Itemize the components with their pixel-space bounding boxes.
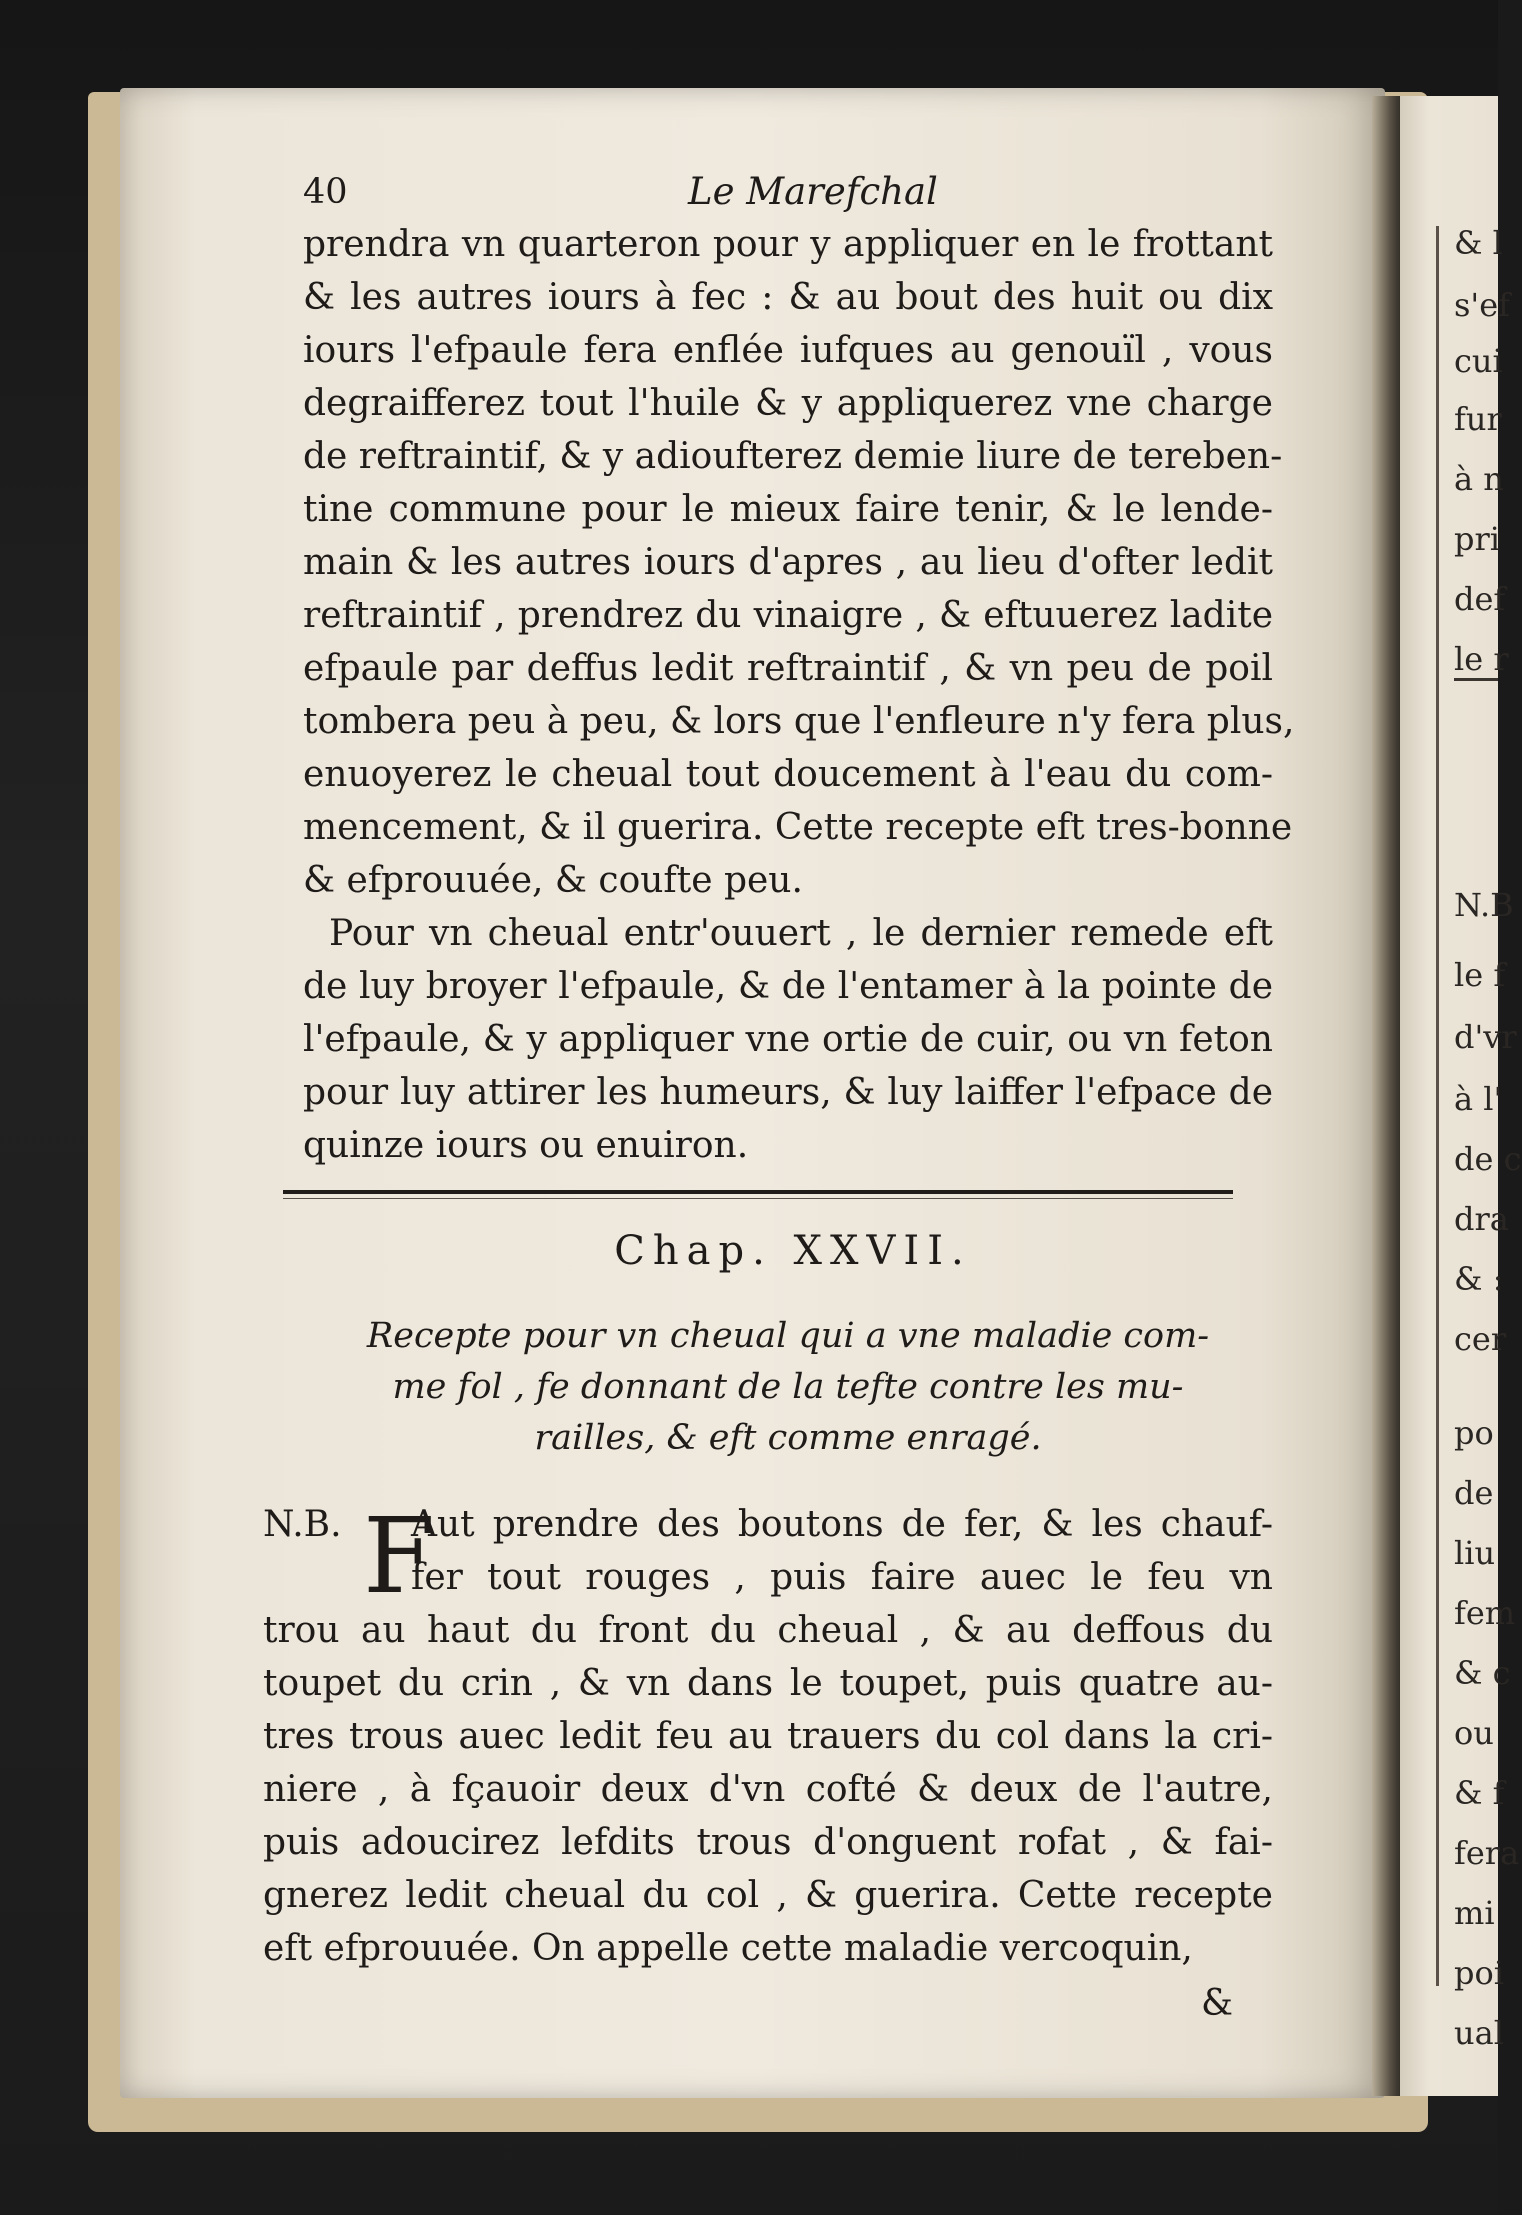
text-line: & les autres iours à fec : & au bout des huit ou dix	[303, 277, 1273, 318]
text-line: pour luy attirer les humeurs, & luy laiffer l'efpace de	[303, 1072, 1273, 1113]
facing-page-fragment: à l'	[1454, 1080, 1503, 1118]
facing-page-fragment: cui	[1454, 342, 1503, 380]
text-line: mencement, & il guerira. Cette recepte eft tres-bonne	[303, 807, 1293, 848]
text-line: niere , à fçauoir deux d'vn cofté & deux de l'autre,	[263, 1769, 1273, 1810]
text-line: degraifferez tout l'huile & y appliquerez vne charge	[303, 383, 1273, 424]
text-line: l'efpaule, & y appliquer vne ortie de cuir, ou vn feton	[303, 1019, 1273, 1060]
paragraph-2	[303, 907, 1273, 1172]
text-line: Pour vn cheual entr'ouuert , le dernier remede eft	[329, 913, 1273, 954]
facing-page-fragment: ual	[1454, 2014, 1504, 2052]
chapter-title-line: railles, & eft comme enragé.	[534, 1418, 1042, 1458]
facing-page-margin-rule	[1436, 226, 1439, 1986]
text-line: enuoyerez le cheual tout doucement à l'eau du com-	[303, 754, 1273, 795]
text-line: puis adoucirez lefdits trous d'onguent rofat , & fai-	[263, 1822, 1273, 1863]
facing-page-fragment: mi	[1454, 1894, 1495, 1932]
page-number: 40	[303, 172, 348, 212]
text-line: gnerez ledit cheual du col , & guerira. Cette recepte	[263, 1875, 1273, 1916]
text-line: main & les autres iours d'apres , au lieu d'ofter ledit	[303, 542, 1273, 583]
text-line: tres trous auec ledit feu au trauers du col dans la cri-	[263, 1716, 1273, 1757]
facing-page-fragment: ou	[1454, 1714, 1494, 1752]
facing-page-fragment: fur	[1454, 400, 1502, 438]
facing-page-fragment: & l	[1454, 224, 1503, 262]
text-line: tombera peu à peu, & lors que l'enfleure n'y fera plus,	[303, 701, 1295, 742]
facing-page-fragment: cer	[1454, 1320, 1507, 1358]
text-line: de reftraintif, & y adioufterez demie liure de tereben-	[303, 436, 1283, 477]
text-line: reftraintif , prendrez du vinaigre , & eftuuerez ladite	[303, 595, 1273, 636]
facing-page-fragment: po	[1454, 1414, 1494, 1452]
facing-page-fragment: liu	[1454, 1534, 1496, 1572]
facing-page-fragment: le f	[1454, 956, 1506, 994]
facing-page-fragment: fera	[1454, 1834, 1520, 1872]
text-line: de luy broyer l'efpaule, & de l'entamer à la pointe de	[303, 966, 1273, 1007]
text-line: eft efprouuée. On appelle cette maladie vercoquin,	[263, 1928, 1193, 1969]
text-line: Aut prendre des boutons de fer, & les chauf-	[411, 1504, 1273, 1545]
page-text	[263, 168, 1295, 2029]
facing-page-fragment: le r	[1454, 640, 1509, 678]
facing-page-dash	[1454, 678, 1498, 681]
paragraph-3	[263, 1495, 1273, 1975]
chapter-title-line: me fol , fe donnant de la tefte contre les mu-	[392, 1367, 1184, 1407]
facing-page-fragment: dra	[1454, 1200, 1509, 1238]
text-line: & efprouuée, & coufte peu.	[303, 860, 803, 901]
facing-page-fragment: poi	[1454, 1954, 1504, 1992]
facing-page-fragment: à n	[1454, 460, 1504, 498]
text-line: quinze iours ou enuiron.	[303, 1125, 749, 1166]
facing-page	[1400, 96, 1522, 2096]
facing-page-fragment: N.B	[1454, 886, 1514, 924]
facing-page-fragment: & f	[1454, 1774, 1505, 1812]
facing-page-fragment: d'vr	[1454, 1018, 1517, 1056]
facing-page-fragment: def	[1454, 580, 1506, 618]
text-line: fer tout rouges , puis faire auec le feu vn	[411, 1557, 1273, 1598]
marginal-note: N.B.	[263, 1504, 342, 1545]
catchword: &	[1200, 1983, 1233, 2024]
facing-page-fragment: & c	[1454, 1654, 1511, 1692]
text-line: toupet du crin , & vn dans le toupet, puis quatre au-	[263, 1663, 1273, 1704]
facing-page-fragment: pri	[1454, 520, 1501, 558]
text-line: iours l'efpaule fera enflée iufques au genouïl , vous	[303, 330, 1273, 371]
drop-cap: F	[363, 1495, 436, 1617]
paragraph-1	[303, 218, 1295, 907]
facing-page-fragment: de c	[1454, 1140, 1522, 1178]
text-line: efpaule par deffus ledit reftraintif , & vn peu de poil	[303, 648, 1273, 689]
running-head: Le Marefchal	[688, 170, 938, 213]
book-gutter	[1372, 96, 1402, 2096]
facing-page-fragment: fem	[1454, 1594, 1516, 1632]
page-header	[303, 168, 1273, 218]
chapter-title-line: Recepte pour vn cheual qui a vne maladie com-	[366, 1316, 1210, 1356]
text-line: prendra vn quarteron pour y appliquer en le frottant	[303, 224, 1273, 265]
text-line: trou au haut du front du cheual , & au deffous du	[263, 1610, 1273, 1651]
section-divider	[283, 1190, 1233, 1199]
facing-page-fragment: & :	[1454, 1260, 1504, 1298]
text-line: tine commune pour le mieux faire tenir, & le lende-	[303, 489, 1273, 530]
chapter-title	[303, 1311, 1273, 1464]
chapter-heading: Chap. XXVII.	[614, 1228, 972, 1274]
facing-page-fragment: de	[1454, 1474, 1494, 1512]
facing-page-fragment: s'ef	[1454, 286, 1510, 324]
